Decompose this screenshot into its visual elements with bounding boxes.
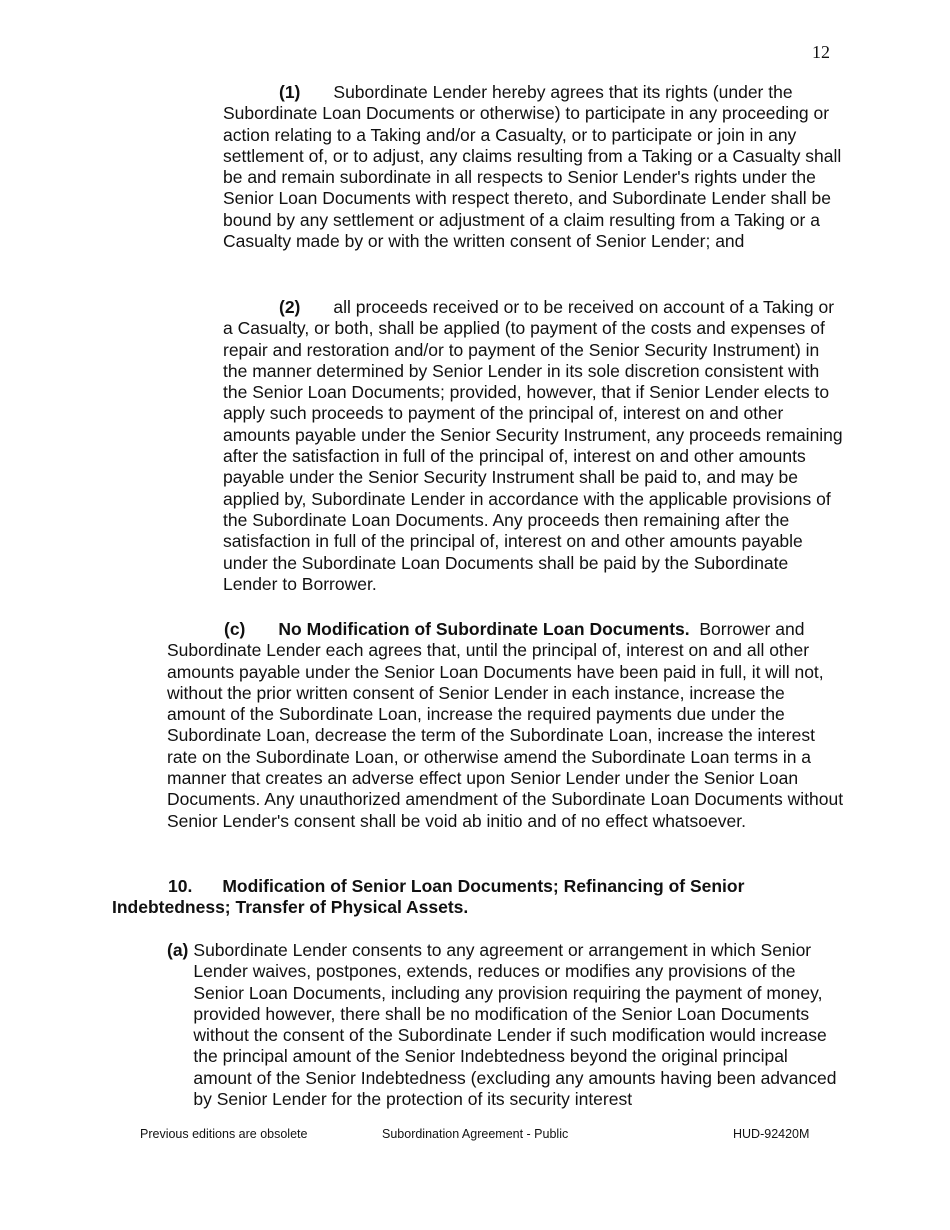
footer-left: Previous editions are obsolete [140,1127,308,1141]
paragraph-2 [223,297,843,595]
section-10-number: 10. [168,876,193,896]
footer-right: HUD-92420M [733,1127,810,1141]
paragraph-1-text: Subordinate Lender hereby agrees that its rights (under the Subordinate Loan Documents or otherwise) to participate in any proceeding or action relating to a Taking and/or a Casualty, or to participate or join in any settlement of, or to adjust, any claims resulting from a Taking or a Casualty shall be and remain subordinate in all respects to Senior Lender's rights under the Senior Loan Documents with respect thereto, and Subordinate Lender shall be bound by any settlement or adjustment of a claim resulting from a Taking or a Casualty made by or with the written consent of Senior Lender; and [223,82,842,252]
paragraph-c-label: (c) [224,619,246,639]
paragraph-1-label: (1) [279,82,301,102]
paragraph-2-text: all proceeds received or to be received on account of a Taking or a Casualty, or both, shall be applied (to payment of the costs and expenses of repair and restoration and/or to payment of the Senior Security Instrument) in the manner determined by Senior Lender in its sole discretion consistent with the Senior Loan Documents; provided, however, that if Senior Lender elects to apply such proceeds to payment of the principal of, interest on and other amounts payable under the Senior Security Instrument, any proceeds remaining after the satisfaction in full of the principal of, interest on and other amounts payable under the Senior Security Instrument shall be paid to, and may be applied by, Subordinate Lender in accordance with the applicable provisions of the Subordinate Loan Documents. Any proceeds then remaining after the satisfaction in full of the principal of, interest on and other amounts payable under the Subordinate Loan Documents shall be paid by the Subordinate Lender to Borrower. [223,297,843,594]
section-10-heading [112,876,812,919]
section-10-title: Modification of Senior Loan Documents; Refinancing of Senior Indebtedness; Transfer of Physical Assets. [112,876,745,918]
paragraph-a [167,940,847,1110]
paragraph-c [167,619,845,832]
paragraph-1 [223,82,843,252]
paragraph-c-text: Borrower and Subordinate Lender each agrees that, until the principal of, interest on and all other amounts payable under the Senior Loan Documents have been paid in full, it will not, without the prior written consent of Senior Lender in each instance, increase the amount of the Subordinate Loan, increase the required payments due under the Subordinate Loan, decrease the term of the Subordinate Loan, increase the interest rate on the Subordinate Loan, or otherwise amend the Subordinate Loan terms in a manner that creates an adverse effect upon Senior Lender under the Senior Loan Documents. Any unauthorized amendment of the Subordinate Loan Documents without Senior Lender's consent shall be void ab initio and of no effect whatsoever. [167,619,844,831]
paragraph-2-label: (2) [279,297,301,317]
footer-center: Subordination Agreement - Public [382,1127,569,1141]
page-number: 12 [812,42,830,62]
paragraph-c-title: No Modification of Subordinate Loan Documents. [278,619,690,639]
paragraph-a-text: Subordinate Lender consents to any agreement or arrangement in which Senior Lender waives, postpones, extends, reduces or modifies any provisions of the Senior Loan Documents, including any provision requiring the payment of money, provided however, there shall be no modification of the Senior Loan Documents without the consent of the Subordinate Lender if such modification would increase the principal amount of the Senior Indebtedness beyond the original principal amount of the Senior Indebtedness (excluding any amounts having been advanced by Senior Lender for the protection of its security interest [193,940,837,1110]
paragraph-a-label: (a) [167,940,189,960]
